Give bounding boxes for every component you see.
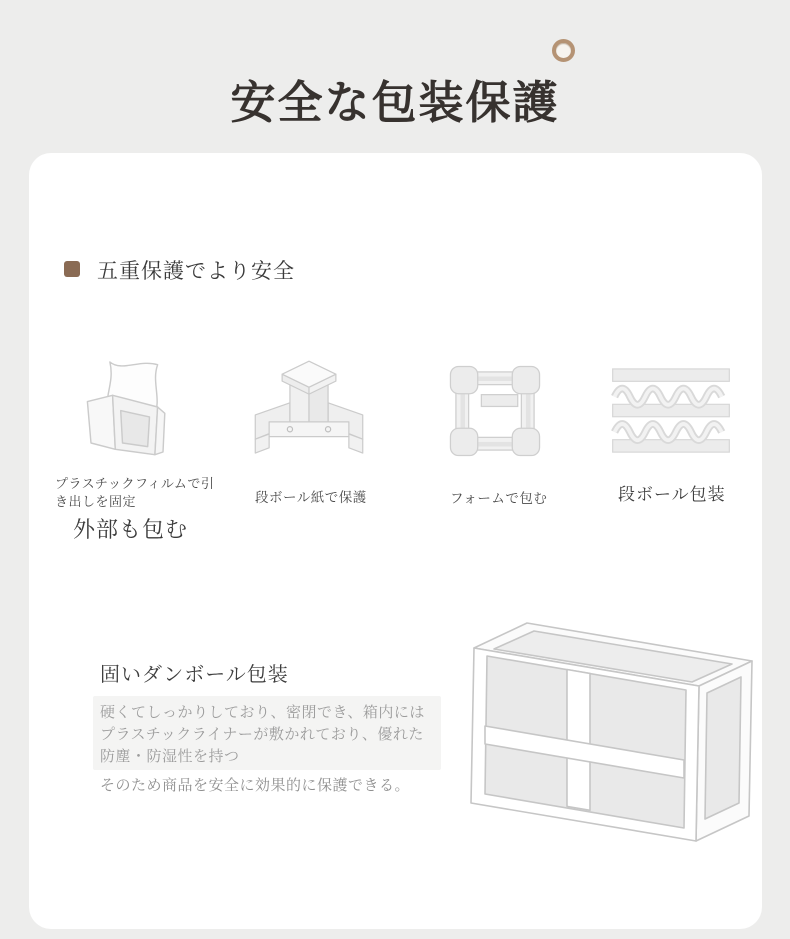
film-wrapped-box-icon (73, 351, 181, 463)
detail-body: 硬くてしっかりしており、密閉でき、箱内にはプラスチックライナーが敷かれており、優れた防塵・防湿性を持つ (100, 704, 425, 765)
cardboard-corner-icon (243, 356, 375, 460)
step-sublabel: 外部も包む (73, 517, 189, 542)
detail-note: そのため商品を安全に効果的に保護できる。 (100, 777, 411, 794)
section-header: 五重保護でより安全 (97, 260, 295, 283)
content-card (29, 153, 762, 929)
ring-ornament-icon (552, 39, 575, 62)
step-label: 段ボール紙で保護 (255, 490, 367, 505)
square-bullet-icon (64, 261, 80, 277)
step-label: プラスチックフィルムで引き出しを固定 (55, 476, 215, 509)
foam-corner-frame-icon (445, 361, 545, 461)
strapped-carton-icon (449, 598, 774, 863)
detail-heading: 固いダンボール包装 (100, 664, 289, 686)
page-title: 安全な包装保護 (230, 77, 560, 129)
step-label: フォームで包む (450, 491, 548, 506)
corrugated-cardboard-icon (607, 367, 735, 455)
step-label: 段ボール包装 (618, 485, 726, 504)
